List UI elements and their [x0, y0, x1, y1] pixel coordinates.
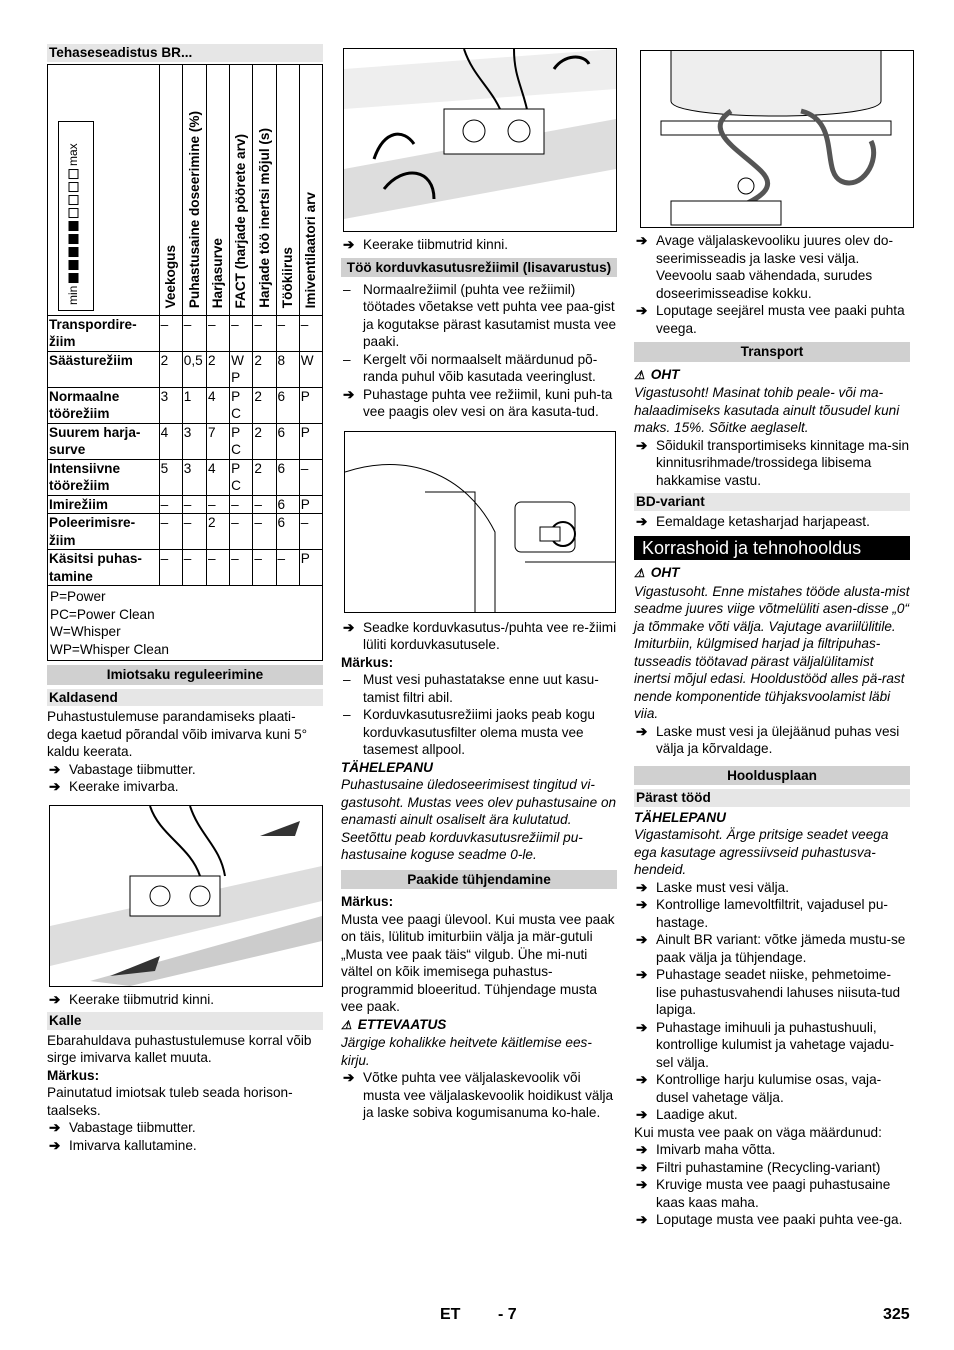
paragraph: Puhastustulemuse parandamiseks plaati-dega kaetud põrandal võib imivarva kuni 5° kaldu keerata. — [47, 709, 308, 759]
factory-settings-table — [47, 64, 323, 662]
instruction-step: ➔ Vabastage tiibmutter. — [49, 761, 196, 777]
table-row — [48, 387, 323, 423]
table-cell: P — [299, 495, 322, 514]
table-cell: – — [206, 550, 229, 586]
table-cell: – — [159, 315, 182, 351]
list-item: – Korduvkasutusrežiimi jaoks peab kogu korduvkasutusfilter olema musta vee tasemest allpool. — [343, 707, 595, 757]
table-legend: P=Power PC=Power Clean W=Whisper WP=Whisper Clean — [48, 586, 323, 661]
table-cell: – — [182, 514, 206, 550]
table-cell: W P — [230, 351, 253, 387]
subsection-heading: Kaldasend — [47, 689, 323, 707]
table-cell: – — [253, 495, 276, 514]
notice-label: TÄHELEPANU — [634, 809, 726, 825]
table-cell: 7 — [206, 423, 229, 459]
table-cell: 6 — [276, 459, 299, 495]
table-cell: 6 — [276, 387, 299, 423]
table-cell: – — [299, 459, 322, 495]
note-label: Märkus: — [47, 1067, 100, 1083]
warning-icon: ⚠ — [634, 566, 645, 580]
instruction-step: ➔ Võtke puhta vee väljalaskevoolik või musta vee väljalaskevoolik hoidikust välja ja laske sobiva kogumisanuma ko-hale. — [343, 1070, 614, 1120]
table-cell: – — [276, 315, 299, 351]
list-item: – Normaalrežiimil (puhta vee režiimil) töötades võetakse vett puhta vee paa-gist ja kogutakse pärast kasutamist musta vee paaki. — [343, 281, 617, 349]
table-cell: 6 — [276, 514, 299, 550]
table-cell: 2 — [253, 351, 276, 387]
table-cell: 3 — [182, 459, 206, 495]
instruction-step: ➔ Laadige akut. — [636, 1107, 738, 1122]
table-cell: – — [182, 495, 206, 514]
subsection-heading: BD-variant — [634, 493, 910, 511]
notice-label: TÄHELEPANU — [341, 759, 433, 775]
col-header: Veekogus — [159, 64, 182, 315]
danger-text: Imiturbiin, külgmised harjad ja filtripuhas-tusseadis töötavad pärast väljalülitamist inertsi mõjul edasi. Hooldustööd alles pä-rast nende komponentide tühjaksvoolamist läbi viia. — [634, 636, 905, 721]
column-3 — [634, 50, 910, 1229]
instruction-step: ➔ Laske must vesi välja. — [636, 879, 789, 895]
instruction-step: ➔ Kruvige musta vee paagi puhastusaine kaas kaas maha. — [636, 1177, 891, 1210]
table-cell: – — [230, 514, 253, 550]
table-cell: – — [230, 315, 253, 351]
instruction-step: ➔ Keerake tiibmutrid kinni. — [49, 991, 215, 1007]
table-title: Tehaseseadistus BR... — [47, 44, 323, 62]
column-2 — [341, 48, 617, 1122]
col-header: Puhastusaine doseerimine (%) — [182, 64, 206, 315]
table-row — [48, 423, 323, 459]
paragraph: Ebarahuldava puhastustulemuse korral võib sirge imivarva kallet muuta. — [47, 1032, 312, 1065]
section-heading: Imiotsaku reguleerimine — [47, 665, 323, 685]
table-cell: P — [299, 550, 322, 586]
instruction-step: ➔ Kontrollige harju kulumise osas, vaja-dusel vahetage välja. — [636, 1072, 882, 1105]
table-cell: – — [159, 514, 182, 550]
table-row — [48, 550, 323, 586]
table-cell: – — [159, 550, 182, 586]
table-cell: – — [206, 495, 229, 514]
row-label: Säästurežiim — [48, 351, 160, 387]
table-row — [48, 514, 323, 550]
subsection-heading: Kalle — [47, 1012, 323, 1030]
row-label: Käsitsi puhas-tamine — [48, 550, 160, 586]
instruction-step: ➔ Eemaldage ketasharjad harjapeast. — [636, 513, 870, 529]
paragraph: Musta vee paagi ülevool. Kui musta vee paak on täis, lülitub imiturbiin välja ja mär-gutuli „Musta vee paak täis“ vilgub. Ühe mi-nuti vältel on kõik imemisega puhastus-programmid bloeeritud. Tühjendage musta vee paak. — [341, 911, 615, 1014]
table-cell: – — [299, 514, 322, 550]
intensity-scale-cell — [48, 64, 160, 315]
row-label: Normaalne töörežiim — [48, 387, 160, 423]
danger-text: Vigastusoht. Enne mistahes tööde alusta-mist seadme juures viige võtmelüliti asen-disse „0“ ja tõmmake võti välja. Vajutage avariilülitile. — [634, 583, 910, 634]
table-cell: – — [230, 495, 253, 514]
table-cell: 2 — [206, 514, 229, 550]
instruction-step: ➔ Avage väljalaskevooliku juures olev do-seerimisseadis ja laske vesi välja. Veevoolu saab vähendada, surudes doseerimisseadise kokku. — [636, 233, 894, 301]
col-header: Imiventilaatori arv — [299, 64, 322, 315]
table-cell: W — [299, 351, 322, 387]
instruction-step: ➔ Puhastage seadet niiske, pehmetoime-lise puhastusvahendi lahuses niisuta-tud lapiga. — [636, 967, 901, 1017]
intensity-scale — [58, 121, 94, 311]
instruction-step: ➔ Loputage musta vee paaki puhta vee-ga. — [636, 1212, 903, 1227]
table-cell: 4 — [206, 387, 229, 423]
danger-label: ⚠ OHT — [634, 565, 680, 580]
table-row — [48, 459, 323, 495]
drain-hose-illustration — [640, 50, 914, 228]
table-cell: 0,5 — [182, 351, 206, 387]
table-cell: 8 — [276, 351, 299, 387]
row-label: Imirežiim — [48, 495, 160, 514]
instruction-step: ➔ Filtri puhastamine (Recycling-variant) — [636, 1159, 881, 1175]
paragraph: Painutatud imiotsak tuleb seada horison-taalseks. — [47, 1085, 293, 1118]
danger-text: Vigastusoht! Masinat tohib peale- või ma-halaadimiseks kasutada ainult tõusudel kuni maks. 15%. Sõitke aeglaselt. — [634, 385, 900, 435]
notice-text: Puhastusaine üledoseerimisest tingitud vi-gastusoht. Mustas vees olev puhastusaine on enamasti ainult osaliselt ära kulutatud. Seetõttu peab korduvkasutusrežiimil pu-hastusaine koguse seadme 0-le. — [341, 777, 617, 862]
danger-label: ⚠ OHT — [634, 366, 680, 382]
caution-label: ⚠ ETTEVAATUS — [341, 1016, 447, 1032]
list-item: – Kergelt või normaalselt määrdunud põ-randa puhul võib kasutada veeringlust. — [343, 351, 598, 384]
table-cell: 2 — [253, 387, 276, 423]
table-cell: – — [253, 315, 276, 351]
table-cell: 6 — [276, 423, 299, 459]
warning-icon: ⚠ — [634, 367, 645, 382]
section-heading: Transport — [634, 342, 910, 362]
section-heading: Töö korduvkasutusrežiimil (lisavarustus) — [341, 258, 617, 277]
table-cell: 4 — [159, 423, 182, 459]
instruction-step: ➔ Keerake imivarba. — [49, 779, 179, 794]
table-cell: P C — [230, 423, 253, 459]
footer-page-number: 325 — [883, 1306, 910, 1323]
table-cell: – — [299, 315, 322, 351]
instruction-step: ➔ Seadke korduvkasutus-/puhta vee re-žiimi lüliti korduvkasutusele. — [343, 619, 617, 652]
table-cell: 2 — [253, 423, 276, 459]
subsection-heading: Pärast tööd — [634, 789, 910, 807]
table-cell: 5 — [159, 459, 182, 495]
instruction-step: ➔ Puhastage imihuuli ja puhastushuuli, kontrollige kulumist ja vahetage vajadu-sel välja. — [636, 1019, 895, 1070]
table-cell: – — [253, 514, 276, 550]
section-heading: Hooldusplaan — [634, 766, 910, 786]
row-label: Poleerimisre-žiim — [48, 514, 160, 550]
instruction-step: ➔ Laske must vesi ja ülejäänud puhas vesi välja ja kõrvaldage. — [636, 723, 900, 756]
table-row — [48, 495, 323, 514]
table-cell: 3 — [182, 423, 206, 459]
instruction-step: ➔ Imivarva kallutamine. — [49, 1137, 197, 1153]
column-1 — [47, 44, 323, 1154]
section-heading: Paakide tühjendamine — [341, 870, 617, 890]
scale-min-label: min — [66, 286, 80, 306]
table-cell: 2 — [159, 351, 182, 387]
table-cell: 1 — [182, 387, 206, 423]
footer-local-page: - 7 — [498, 1306, 517, 1323]
table-cell: 3 — [159, 387, 182, 423]
table-cell: P C — [230, 459, 253, 495]
instruction-step: ➔ Loputage seejärel musta vee paaki puhta veega. — [636, 303, 905, 336]
row-label: Transpordire-žiim — [48, 315, 160, 351]
caution-text: Järgige kohalikke heitvete käitlemise ees-kirju. — [341, 1035, 592, 1068]
table-cell: P — [299, 423, 322, 459]
instruction-step: ➔ Imivarb maha võtta. — [636, 1142, 776, 1157]
col-header: Harjasurve — [206, 64, 229, 315]
table-cell: P C — [230, 387, 253, 423]
notice-text: Vigastamisoht. Ärge pritsige seadet veega ega kasutage agressiivseid puhastusva-hendeid. — [634, 827, 889, 877]
table-cell: – — [253, 550, 276, 586]
col-header: Harjade töö inertsi mõjul (s) — [253, 64, 276, 315]
chapter-heading: Korrashoid ja tehnohooldus — [634, 536, 910, 560]
table-cell: – — [276, 550, 299, 586]
table-row — [48, 315, 323, 351]
table-cell: – — [159, 495, 182, 514]
instruction-step: ➔ Ainult BR variant: võtke jämeda mustu-se paak välja ja tühjendage. — [636, 932, 906, 965]
instruction-step: ➔ Puhastage puhta vee režiimil, kuni puh-ta vee paagis olev vesi on ära kasuta-tud. — [343, 386, 613, 419]
col-header: Töökiirus — [276, 64, 299, 315]
table-cell: 6 — [276, 495, 299, 514]
footer-language: ET — [440, 1306, 461, 1323]
warning-icon: ⚠ — [341, 1017, 352, 1032]
row-label: Suurem harja-surve — [48, 423, 160, 459]
scale-max-label: max — [66, 143, 80, 167]
table-cell: P — [299, 387, 322, 423]
table-cell: – — [230, 550, 253, 586]
note-label: Märkus: — [341, 894, 394, 909]
col-header: FACT (harjade pöörete arv) — [230, 64, 253, 315]
recycling-switch-illustration — [344, 431, 616, 613]
instruction-step: ➔ Vabastage tiibmutter. — [49, 1120, 196, 1135]
table-cell: 4 — [206, 459, 229, 495]
squeegee-tilt-illustration — [49, 805, 323, 987]
table-cell: – — [206, 315, 229, 351]
instruction-step: ➔ Sõidukil transportimiseks kinnitage ma-sin kinnitusrihmade/trossidega libisema hakkamise vastu. — [636, 437, 910, 488]
squeegee-wing-nut-illustration — [343, 48, 617, 232]
table-row — [48, 351, 323, 387]
paragraph: Kui musta vee paak on väga määrdunud: — [634, 1124, 882, 1140]
table-cell: – — [182, 550, 206, 586]
list-item: – Must vesi puhastatakse enne uut kasu-tamist filtri abil. — [343, 672, 599, 705]
table-cell: – — [182, 315, 206, 351]
instruction-step: ➔ Keerake tiibmutrid kinni. — [343, 237, 509, 252]
table-cell: 2 — [206, 351, 229, 387]
instruction-step: ➔ Kontrollige lamevoltfiltrit, vajadusel pu-hastage. — [636, 897, 888, 930]
note-label: Märkus: — [341, 654, 394, 670]
table-cell: 2 — [253, 459, 276, 495]
row-label: Intensiivne töörežiim — [48, 459, 160, 495]
